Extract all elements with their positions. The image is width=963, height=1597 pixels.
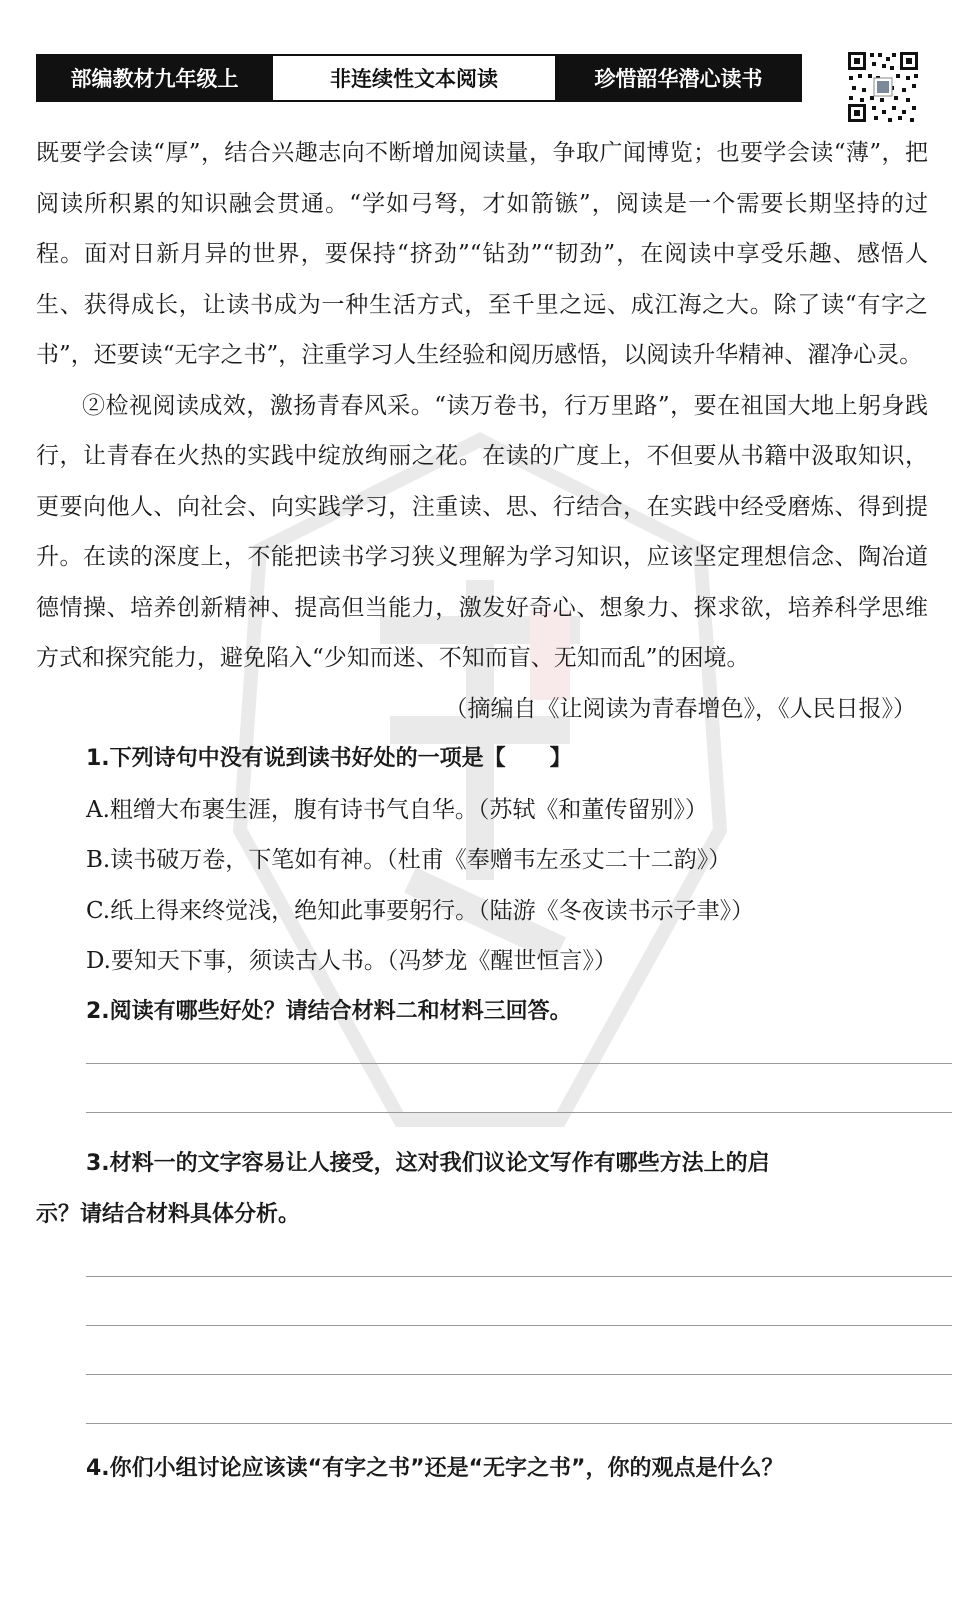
- question-3-stem-line-2: 示？请结合材料具体分析。: [36, 1201, 301, 1227]
- question-1-option-a: A.粗缯大布裹生涯，腹有诗书气自华。（苏轼《和董传留别》）: [86, 796, 708, 823]
- source-citation: （摘编自《让阅读为青春增色》，《人民日报》）: [444, 695, 916, 722]
- header-grade-label: 部编教材九年级上: [38, 56, 271, 100]
- document-body: [36, 128, 928, 1495]
- question-1-stem: 1.下列诗句中没有说到读书好处的一项是【 】: [86, 746, 572, 771]
- question-3-stem: [36, 1139, 928, 1240]
- question-1-option-b: B.读书破万卷，下笔如有神。（杜甫《奉赠韦左丞丈二十二韵》）: [86, 847, 732, 873]
- paragraph-1: 既要学会读“厚”，结合兴趣志向不断增加阅读量，争取广闻博览；也要学会读“薄”，把阅读所积累的知识融会贯通。“学如弓弩，才如箭镞”，阅读是一个需要长期坚持的过程。面对日新月异的世界，要保持“挤劲”“钻劲”“韧劲”，在阅读中享受乐趣、感悟人生、获得成长，让读书成为一种生活方式，至千里之远、成江海之大。除了读“有字之书”，还要读“无字之书”，注重学习人生经验和阅历感悟，以阅读升华精神、濯净心灵。: [36, 140, 928, 368]
- question-2-stem: 2.阅读有哪些好处？请结合材料二和材料三回答。: [86, 998, 572, 1024]
- header-title-label: 珍惜韶华潜心读书: [557, 56, 800, 100]
- header-topic-label: 非连续性文本阅读: [271, 56, 557, 100]
- question-1-option-d: D.要知天下事，须读古人书。（冯梦龙《醒世恒言》）: [86, 948, 617, 974]
- qr-code-icon: [846, 50, 920, 124]
- question-4-stem: 4.你们小组讨论应该读“有字之书”还是“无字之书”，你的观点是什么？: [86, 1456, 784, 1481]
- question-1-option-c: C.纸上得来终觉浅，绝知此事要躬行。（陆游《冬夜读书示子聿》）: [86, 897, 755, 924]
- header-bar: [36, 54, 802, 102]
- question-3-stem-line-1: 3.材料一的文字容易让人接受，这对我们议论文写作有哪些方法上的启: [86, 1151, 770, 1176]
- paragraph-2: ②检视阅读成效，激扬青春风采。“读万卷书，行万里路”，要在祖国大地上躬身践行，让青春在火热的实践中绽放绚丽之花。在读的广度上，不但要从书籍中汲取知识，更要向他人、向社会、向实践学习，注重读、思、行结合，在实践中经受磨炼、得到提升。在读的深度上，不能把读书学习狭义理解为学习知识，应该坚定理想信念、陶冶道德情操、培养创新精神、提高但当能力，激发好奇心、想象力、探求欲，培养科学思维方式和探究能力，避免陷入“少知而迷、不知而盲、无知而乱”的困境。: [36, 392, 928, 671]
